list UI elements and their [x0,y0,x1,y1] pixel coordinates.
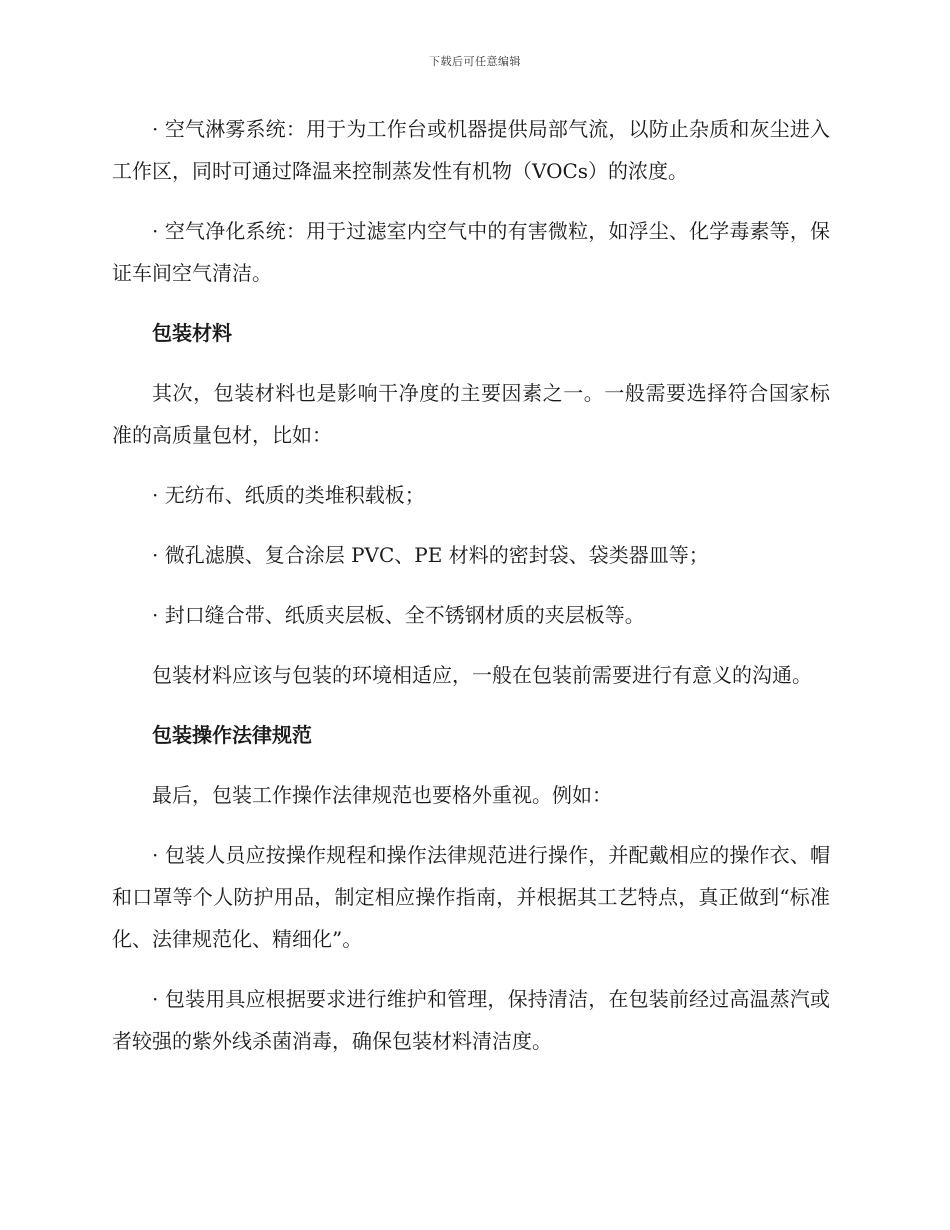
paragraph-materials-environment: 包装材料应该与包装的环境相适应，一般在包装前需要进行有意义的沟通。 [152,663,812,687]
list-item-equipment-maintenance: · 包装用具应根据要求进行维护和管理，保持清洁，在包装前经过高温蒸汽或者较强的紫外线杀菌消毒，确保包装材料清洁度。 [112,987,830,1053]
document-body [112,108,830,1080]
list-item-personnel-operation: · 包装人员应按操作规程和操作法律规范进行操作，并配戴相应的操作衣、帽和口罩等个人防护用品，制定相应操作指南，并根据其工艺特点，真正做到“标准化、法律规范化、精细化”。 [112,843,830,951]
page-header-note: 下载后可任意编辑 [429,55,521,68]
list-item-sealing-tape: · 封口缝合带、纸质夹层板、全不锈钢材质的夹层板等。 [152,603,645,627]
list-item-nonwoven-fabric: · 无纺布、纸质的类堆积载板； [152,483,425,507]
list-item-microporous-membrane: · 微孔滤膜、复合涂层 PVC、PE 材料的密封袋、袋类器皿等； [152,543,709,567]
paragraph-air-purification-system: · 空气净化系统：用于过滤室内空气中的有害微粒，如浮尘、化学毒素等，保证车间空气清洁。 [112,219,830,285]
paragraph-operation-standards-intro: 最后，包装工作操作法律规范也要格外重视。例如： [152,783,612,807]
paragraph-air-mist-system: · 空气淋雾系统：用于为工作台或机器提供局部气流，以防止杂质和灰尘进入工作区，同时可通过降温来控制蒸发性有机物（VOCs）的浓度。 [112,117,830,183]
section-heading-operation-standards: 包装操作法律规范 [152,723,312,747]
section-heading-packaging-materials: 包装材料 [152,321,232,345]
paragraph-packaging-materials-intro: 其次，包装材料也是影响干净度的主要因素之一。一般需要选择符合国家标准的高质量包材，比如： [112,381,830,447]
